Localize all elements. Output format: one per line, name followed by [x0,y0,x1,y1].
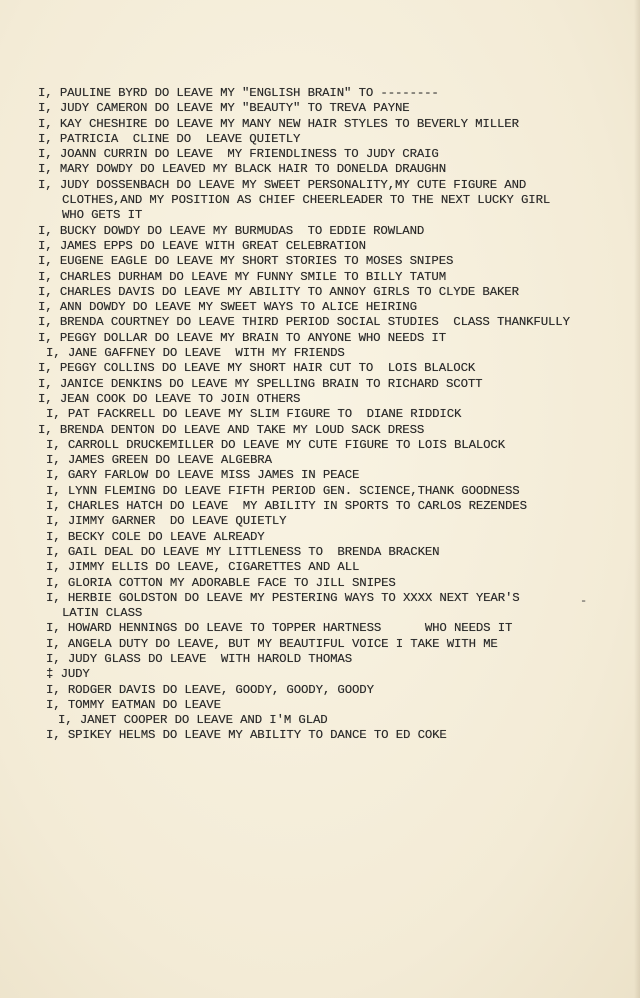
will-entry-line: I, KAY CHESHIRE DO LEAVE MY MANY NEW HAIR STYLES TO BEVERLY MILLER [38,116,519,131]
will-entry-line: I, GARY FARLOW DO LEAVE MISS JAMES IN PEACE [46,468,360,483]
will-entry-line: I, JAMES EPPS DO LEAVE WITH GREAT CELEBRATION [38,238,366,253]
will-entry-line: I, JUDY GLASS DO LEAVE WITH HAROLD THOMAS [46,651,352,666]
will-entry-line: I, JUDY DOSSENBACH DO LEAVE MY SWEET PERSONALITY,MY CUTE FIGURE AND [38,177,527,192]
will-entry-line: I, PAULINE BYRD DO LEAVE MY "ENGLISH BRAIN" TO -------- [38,86,439,100]
will-entry-line: I, BUCKY DOWDY DO LEAVE MY BURMUDAS TO EDDIE ROWLAND [38,223,425,238]
will-entry-line: I, PEGGY DOLLAR DO LEAVE MY BRAIN TO ANYONE WHO NEEDS IT [38,330,446,345]
will-entry-line: I, PEGGY COLLINS DO LEAVE MY SHORT HAIR CUT TO LOIS BLALOCK [38,361,476,376]
will-entry-line: I, BRENDA COURTNEY DO LEAVE THIRD PERIOD SOCIAL STUDIES CLASS THANKFULLY [38,315,570,330]
will-entry-line: WHO GETS IT [62,208,143,223]
will-entry-line: I, ANGELA DUTY DO LEAVE, BUT MY BEAUTIFUL VOICE I TAKE WITH ME [46,636,498,651]
will-entry-line: I, PAT FACKRELL DO LEAVE MY SLIM FIGURE TO DIANE RIDDICK [46,407,462,422]
will-entry-line: I, RODGER DAVIS DO LEAVE, GOODY, GOODY, GOODY [46,682,374,697]
will-entry-line: I, JANET COOPER DO LEAVE AND I'M GLAD [58,713,328,728]
will-entry-line: I, JANICE DENKINS DO LEAVE MY SPELLING BRAIN TO RICHARD SCOTT [38,376,483,391]
will-entry-line: I, JIMMY GARNER DO LEAVE QUIETLY [46,514,287,529]
paper-edge-shadow [634,0,640,998]
will-entry-line: I, GAIL DEAL DO LEAVE MY LITTLENESS TO BRENDA BRACKEN [46,544,440,559]
will-entry-line: I, JAMES GREEN DO LEAVE ALGEBRA [46,453,272,468]
will-entry-line: I, JIMMY ELLIS DO LEAVE, CIGARETTES AND ALL [46,560,360,575]
will-entry-line: I, JANE GAFFNEY DO LEAVE WITH MY FRIENDS [46,346,345,361]
will-entry-line: I, CHARLES DURHAM DO LEAVE MY FUNNY SMILE TO BILLY TATUM [38,269,446,284]
will-entry-line: I, CHARLES HATCH DO LEAVE MY ABILITY IN SPORTS TO CARLOS REZENDES [46,499,527,514]
will-entry-line: I, PATRICIA CLINE DO LEAVE QUIETLY [38,131,301,146]
will-entry-line: I, JUDY CAMERON DO LEAVE MY "BEAUTY" TO TREVA PAYNE [38,101,410,116]
will-entry-line: I, ANN DOWDY DO LEAVE MY SWEET WAYS TO ALICE HEIRING [38,300,417,315]
will-entries-list [38,86,628,744]
will-entry-line: I, BECKY COLE DO LEAVE ALREADY [46,529,265,544]
will-entry-line: I, JEAN COOK DO LEAVE TO JOIN OTHERS [38,391,301,406]
will-entry-line: I, CARROLL DRUCKEMILLER DO LEAVE MY CUTE FIGURE TO LOIS BLALOCK [46,437,505,452]
margin-mark: - [580,594,588,608]
will-entry-line: I, HOWARD HENNINGS DO LEAVE TO TOPPER HARTNESS WHO NEEDS IT [46,621,513,636]
will-entry-line: I, TOMMY EATMAN DO LEAVE [46,697,221,712]
will-entry-line: ‡ JUDY [46,667,90,682]
will-entry-line: I, CHARLES DAVIS DO LEAVE MY ABILITY TO ANNOY GIRLS TO CLYDE BAKER [38,284,519,299]
will-entry-line: I, BRENDA DENTON DO LEAVE AND TAKE MY LOUD SACK DRESS [38,422,425,437]
will-entry-line: I, JOANN CURRIN DO LEAVE MY FRIENDLINESS TO JUDY CRAIG [38,147,439,162]
will-entry-line: I, LYNN FLEMING DO LEAVE FIFTH PERIOD GEN. SCIENCE,THANK GOODNESS [46,483,520,498]
will-entry-line: I, EUGENE EAGLE DO LEAVE MY SHORT STORIES TO MOSES SNIPES [38,254,454,269]
will-entry-line: I, SPIKEY HELMS DO LEAVE MY ABILITY TO DANCE TO ED COKE [46,728,447,743]
will-entry-line: I, GLORIA COTTON MY ADORABLE FACE TO JILL SNIPES [46,575,396,590]
will-entry-line: CLOTHES,AND MY POSITION AS CHIEF CHEERLEADER TO THE NEXT LUCKY GIRL [62,193,551,208]
will-entry-line: I, MARY DOWDY DO LEAVED MY BLACK HAIR TO DONELDA DRAUGHN [38,162,446,177]
will-entry-line: I, HERBIE GOLDSTON DO LEAVE MY PESTERING WAYS TO XXXX NEXT YEAR'S [46,590,520,605]
will-entry-line: LATIN CLASS [62,606,143,621]
